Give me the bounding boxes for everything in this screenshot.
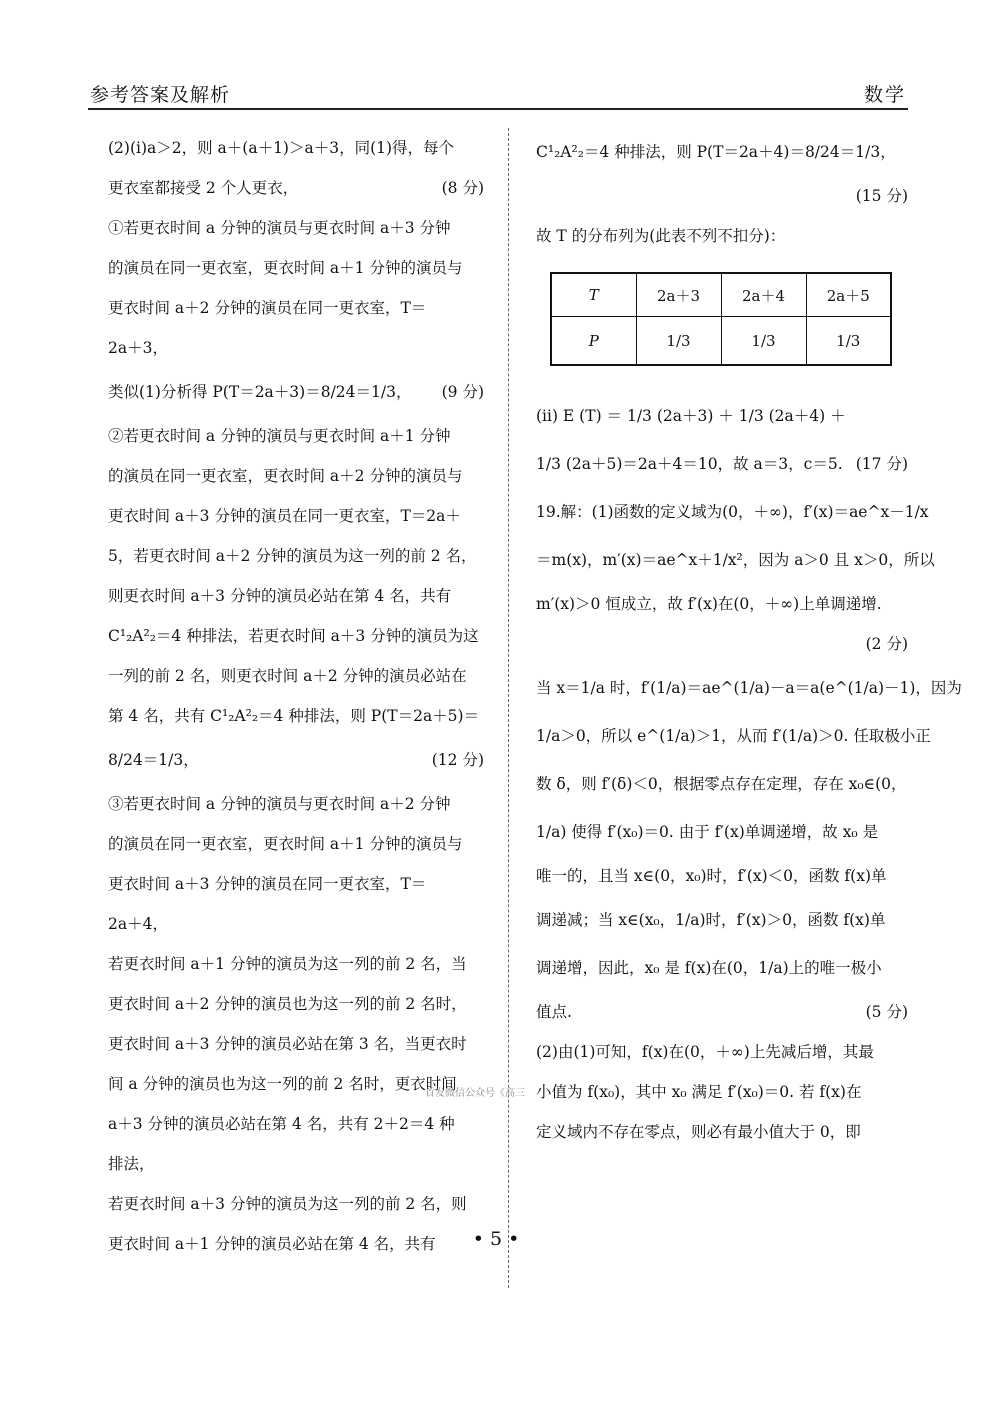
table-row [551, 317, 891, 366]
score-mark: (17 分) [855, 455, 908, 473]
score-mark: (12 分) [431, 751, 484, 769]
table-cell: T [551, 273, 636, 317]
text-line: 更衣时间 a＋2 分钟的演员在同一更衣室，T＝ [108, 299, 427, 317]
table-cell: 2a＋3 [636, 273, 721, 317]
text-line: 1/a) 使得 f′(x₀)＝0. 由于 f′(x)单调递增，故 x₀ 是 [536, 823, 879, 841]
column-divider [508, 128, 509, 1288]
text-line: 更衣室都接受 2 个人更衣， (8 分) [108, 168, 484, 208]
text-line: 5，若更衣时间 a＋2 分钟的演员为这一列的前 2 名， [108, 547, 477, 565]
text-line: 更衣时间 a＋1 分钟的演员必站在第 4 名，共有 [108, 1235, 436, 1253]
text-line: 的演员在同一更衣室，更衣时间 a＋1 分钟的演员与 [108, 259, 463, 277]
text-line: 更衣时间 a＋3 分钟的演员必站在第 3 名，当更衣时 [108, 1035, 467, 1053]
distribution-table [550, 272, 892, 366]
text-line: 8/24＝1/3， (12 分) [108, 736, 484, 784]
text-line: 值点. (5 分) [536, 992, 908, 1032]
text-line: 调递减；当 x∈(x₀，1/a)时，f′(x)＞0，函数 f(x)单 [536, 911, 886, 929]
text-line: 一列的前 2 名，则更衣时间 a＋2 分钟的演员必站在 [108, 667, 467, 685]
text-line: 类似(1)分析得 P(T＝2a＋3)＝8/24＝1/3， (9 分) [108, 368, 484, 416]
text-line: ②若更衣时间 a 分钟的演员与更衣时间 a＋1 分钟 [108, 427, 451, 445]
text-line: 2a＋3， [108, 339, 168, 357]
table-cell: P [551, 317, 636, 366]
right-column-lower [536, 392, 962, 1152]
text-line: 故 T 的分布列为(此表不列不扣分)： [536, 227, 786, 245]
text-line: (ⅱ) E (T) ＝ 1/3 (2a＋3) ＋ 1/3 (2a＋4) ＋ [536, 407, 846, 425]
text-line: (2)(ⅰ)a＞2，则 a＋(a＋1)＞a＋3，同(1)得，每个 [108, 139, 455, 157]
text-line: 第 4 名，共有 C¹₂A²₂＝4 种排法，则 P(T＝2a＋5)＝ [108, 707, 480, 725]
text-line: 唯一的，且当 x∈(0，x₀)时，f′(x)＜0，函数 f(x)单 [536, 867, 887, 885]
text-line: C¹₂A²₂＝4 种排法，若更衣时间 a＋3 分钟的演员为这 [108, 627, 479, 645]
page-header [88, 72, 908, 110]
text-line: 1/3 (2a＋5)＝2a＋4＝10，故 a＝3，c＝5. (17 分) [536, 440, 908, 488]
text-line: (2)由(1)可知，f(x)在(0，＋∞)上先减后增，其最 [536, 1043, 874, 1061]
text-line: ①若更衣时间 a 分钟的演员与更衣时间 a＋3 分钟 [108, 219, 451, 237]
table-cell: 1/3 [636, 317, 721, 366]
text-line: 19.解：(1)函数的定义域为(0，＋∞)，f′(x)＝ae^x－1/x [536, 503, 929, 521]
table-cell: 1/3 [721, 317, 806, 366]
text-line: 若更衣时间 a＋1 分钟的演员为这一列的前 2 名，当 [108, 955, 467, 973]
text-line: ＝m(x)，m′(x)＝ae^x＋1/x²，因为 a＞0 且 x＞0，所以 [536, 551, 935, 569]
text-line: ③若更衣时间 a 分钟的演员与更衣时间 a＋2 分钟 [108, 795, 451, 813]
table-header-row [551, 273, 891, 317]
text-line: 排法， [108, 1155, 155, 1173]
score-mark: (15 分) [855, 187, 908, 205]
text-line: 的演员在同一更衣室，更衣时间 a＋1 分钟的演员与 [108, 835, 463, 853]
header-subject: 数学 [863, 84, 906, 106]
text-line: a＋3 分钟的演员必站在第 4 名，共有 2＋2＝4 种 [108, 1115, 455, 1133]
text-line: C¹₂A²₂＝4 种排法，则 P(T＝2a＋4)＝8/24＝1/3， [536, 143, 896, 161]
table-cell: 2a＋4 [721, 273, 806, 317]
text-line: 更衣时间 a＋3 分钟的演员在同一更衣室，T＝ [108, 875, 427, 893]
text-line: 更衣时间 a＋2 分钟的演员也为这一列的前 2 名时， [108, 995, 467, 1013]
text-line: 若更衣时间 a＋3 分钟的演员为这一列的前 2 名，则 [108, 1195, 467, 1213]
table-cell: 2a＋5 [806, 273, 891, 317]
text-line: 定义域内不存在零点，则必有最小值大于 0，即 [536, 1123, 861, 1141]
score-mark: (2 分) [865, 635, 908, 653]
text-line: 1/a＞0，所以 e^(1/a)＞1，从而 f′(1/a)＞0. 任取极小正 [536, 727, 931, 745]
right-column [536, 128, 908, 256]
score-mark: (8 分) [441, 179, 484, 197]
table-cell: 1/3 [806, 317, 891, 366]
text-line: 小值为 f(x₀)，其中 x₀ 满足 f′(x₀)＝0. 若 f(x)在 [536, 1083, 862, 1101]
score-mark: (9 分) [441, 383, 484, 401]
score-mark: (5 分) [865, 1003, 908, 1021]
page-number: • 5 • [472, 1228, 520, 1250]
text-line: 2a＋4， [108, 915, 168, 933]
header-left-title: 参考答案及解析 [90, 84, 231, 106]
text-line: m′(x)＞0 恒成立，故 f′(x)在(0，＋∞)上单调递增. [536, 595, 882, 613]
text-line: 数 δ，则 f′(δ)＜0，根据零点存在定理，存在 x₀∈(0， [536, 775, 907, 793]
text-line: 更衣时间 a＋3 分钟的演员在同一更衣室，T＝2a＋ [108, 507, 461, 525]
text-line: 间 a 分钟的演员也为这一列的前 2 名时，更衣时间 [108, 1075, 457, 1093]
text-line: 调递增，因此，x₀ 是 f(x)在(0，1/a)上的唯一极小 [536, 959, 882, 977]
watermark: 首发微信公众号《高三 [425, 1088, 525, 1099]
text-line: 则更衣时间 a＋3 分钟的演员必站在第 4 名，共有 [108, 587, 452, 605]
text-line: 的演员在同一更衣室，更衣时间 a＋2 分钟的演员与 [108, 467, 463, 485]
text-line: 当 x＝1/a 时，f′(1/a)＝ae^(1/a)－a＝a(e^(1/a)－1)，因为 [536, 679, 962, 697]
